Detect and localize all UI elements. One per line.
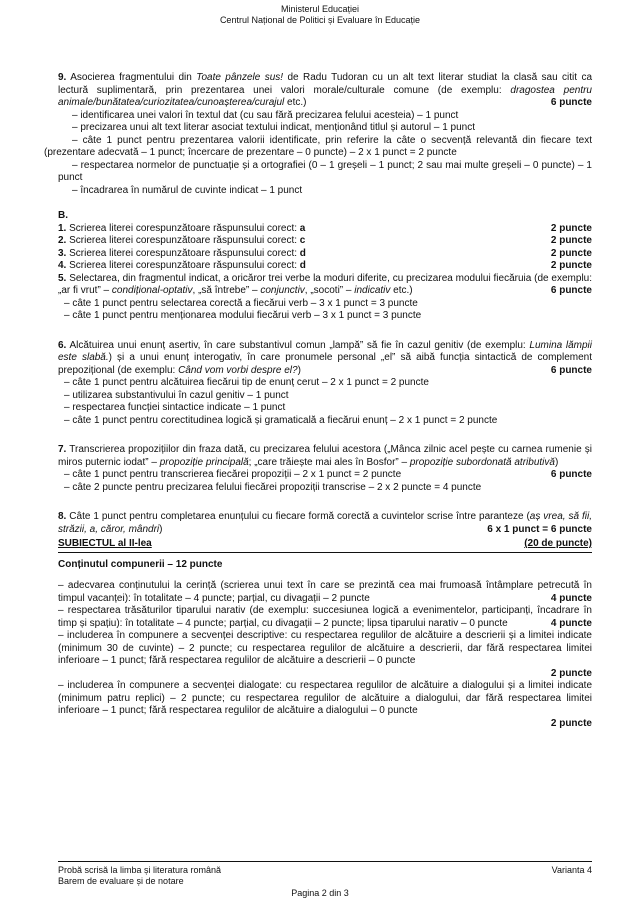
q5-text: etc.) (390, 285, 413, 296)
q9-title: Toate pânzele sus! (196, 72, 284, 83)
q7-type: propoziție subordonată atributivă (409, 456, 555, 468)
criterion-points: 4 puncte (550, 617, 592, 629)
q7-points: 6 puncte (550, 469, 592, 480)
question-5 (58, 273, 592, 323)
section-points: (20 de puncte) (524, 538, 592, 549)
q8-words: aș vrea, să fii, străzii, a, căror, mândri (58, 511, 592, 535)
q9-item: – precizarea unui alt text literar asociat textului indicat, menționând titlul și autorul – 1 punct (72, 122, 475, 133)
q5-mode: conjunctiv (260, 285, 305, 296)
q9-item (44, 135, 592, 160)
q6-points: 6 puncte (550, 364, 592, 376)
q7-text: Transcrierea propozițiilor din fraza dată, cu precizarea felului acestora („Mânca zilnic acel pește cu carnea rumenie și miros puternic iodat” – (58, 444, 592, 468)
answer-letter: c (299, 235, 306, 246)
q9-example: dragostea pentru animale/bunătatea/curiozitatea/cunoașterea/curajul (58, 84, 592, 108)
criterion-points: 4 puncte (550, 592, 592, 604)
q8-points: 6 x 1 punct = 6 puncte (487, 523, 592, 535)
footer-subtitle: Barem de evaluare și de notare (58, 876, 184, 886)
answer-number: 2. (58, 235, 67, 246)
criterion (58, 630, 592, 668)
question-9 (44, 72, 593, 197)
q9-statement (58, 72, 592, 110)
q9-text-b: de Radu Tudoran cu un alt text literar studiat la clasă sau citit ca lectură suplimentară, prin prezentarea unei valori morale/culturale comune (de exemplu: (58, 72, 593, 96)
q5-text: , „să întrebe” – (192, 285, 261, 296)
q7-number: 7. (58, 444, 67, 455)
header-ministry: Ministerul Educației (280, 4, 360, 14)
q9-item: – identificarea unei valori în textul dat (cu sau fără precizarea felului acesteia) – 1 punct (72, 109, 459, 121)
page-header (0, 4, 640, 26)
q9-text-c: etc.) (284, 97, 307, 108)
q7-text: ; „care trăiește mai ales în Bosfor” – (248, 456, 410, 468)
q9-item-text: – câte 1 punct pentru prezentarea valorii identificate, prin referire la câte o secvență relevantă din fiecare text (prezentare adecvată – 1 punct; încercare de prezentare – 0 puncte) – 2 x 1 punct = 2 puncte (44, 134, 592, 158)
page-footer (58, 861, 592, 887)
q9-item-text: – respectarea normelor de punctuație și a ortografiei (0 – 1 greșeli – 1 punct; 2 sau mai multe greșeli – 0 puncte) – 1 punct (58, 159, 592, 183)
answer-row (58, 248, 592, 261)
part-b (58, 210, 592, 273)
q5-text: , „socoti” – (304, 285, 355, 296)
criterion-text: – includerea în compunere a secvenței dialogate: cu respectarea regulilor de alcătuire a dialogului și a limitei indicate (minimum patru replici) – 2 puncte; cu respectarea regulilor de alcătuire a dialogului, dar fără respectarea limitei inferioare – 1 punct; fără respectarea regulilor de alcătuire a dialogului – 0 puncte (58, 680, 592, 716)
answer-points: 2 puncte (550, 247, 592, 259)
q8-number: 8. (58, 511, 67, 522)
q7-text: ) (554, 456, 559, 468)
section-title: SUBIECTUL al II-lea (58, 538, 152, 549)
header-center: Centrul Național de Politici și Evaluare în Educație (219, 15, 421, 25)
criterion-points: 2 puncte (550, 667, 592, 679)
q9-points: 6 puncte (550, 97, 592, 108)
criterion-text: – adecvarea conținutului la cerință (scrierea unui text în care se prezintă cea mai frumoasă întâmplare petrecută în timpul vacanței): în totalitate – 4 puncte; parțial, cu divagații – 2 puncte (58, 580, 592, 604)
q8-text: ) (159, 523, 163, 535)
q8-statement (58, 511, 592, 536)
q6-text: ) și a unui enunț interogativ, în care pronumele personal „el” să aibă funcția sintactică de complement prepozițional (de exemplu: (58, 352, 592, 376)
q9-text-a: Asocierea fragmentului din (70, 72, 197, 83)
question-6 (58, 340, 592, 428)
q9-item (58, 160, 592, 185)
answer-row (58, 235, 592, 248)
criterion-text: – includerea în compunere a secvenței descriptive: cu respectarea regulilor de alcătuire a descrierii și a limitei indicate (minimum 30 de cuvinte) – 2 puncte; cu respectarea regulilor de alcătuire a descrierii, dar fără respectarea limitei inferioare – 1 punct; fără respectarea regulilor de alcătuire a descrierii – 0 puncte (58, 630, 592, 666)
answer-points: 2 puncte (550, 222, 592, 234)
answer-number: 3. (58, 247, 67, 259)
answer-points: 2 puncte (550, 235, 592, 246)
answer-text: Scrierea literei corespunzătoare răspunsului corect: (69, 247, 300, 259)
answer-letter: d (299, 260, 306, 271)
q9-item: – încadrarea în numărul de cuvinte indicat – 1 punct (72, 184, 303, 196)
criterion-points: 2 puncte (550, 717, 592, 729)
question-7 (58, 444, 592, 494)
q7-item: – câte 1 punct pentru transcrierea fiecărei propoziții – 2 x 1 punct = 2 puncte (64, 469, 402, 480)
criterion (58, 680, 592, 718)
q6-example: Când vom vorbi despre el? (178, 364, 298, 376)
part-b-label: B. (58, 210, 68, 221)
q7-item: – câte 2 puncte pentru precizarea felului fiecărei propoziții transcrise – 2 x 2 puncte = 4 puncte (64, 481, 482, 493)
q7-type: propoziție principală (159, 456, 249, 468)
q6-item: – câte 1 punct pentru alcătuirea fiecărui tip de enunț cerut – 2 x 1 punct = 2 puncte (64, 377, 429, 388)
content-heading: Conținutul compunerii – 12 puncte (58, 558, 223, 570)
q6-number: 6. (58, 339, 67, 351)
q5-points: 6 puncte (550, 285, 592, 296)
answer-number: 4. (58, 260, 67, 271)
answer-text: Scrierea literei corespunzătoare răspunsului corect: (69, 235, 300, 246)
answer-row (58, 223, 592, 236)
q6-item: – respectarea funcției sintactice indicate – 1 punct (64, 402, 286, 413)
answer-text: Scrierea literei corespunzătoare răspunsului corect: (69, 222, 300, 234)
criteria-list (58, 580, 592, 730)
answer-number: 1. (58, 222, 67, 234)
answer-points: 2 puncte (550, 260, 592, 271)
section-header (58, 538, 592, 553)
q6-text: Alcătuirea unui enunț asertiv, în care substantivul comun „lampă” să fie în cazul genitiv (de exemplu: (69, 339, 530, 351)
q6-text: ) (297, 364, 301, 376)
q8-text: Câte 1 punct pentru completarea enunțului cu fiecare formă corectă a cuvintelor scrise între paranteze ( (69, 511, 530, 522)
q5-statement (58, 273, 592, 298)
q6-statement (58, 340, 592, 378)
footer-exam-title: Probă scrisă la limba și literatura română (58, 865, 222, 875)
q5-item: – câte 1 punct pentru menționarea modului fiecărui verb – 3 x 1 punct = 3 puncte (64, 310, 422, 321)
answer-row (58, 260, 592, 273)
q5-text: Selectarea, din fragmentul indicat, a oricăror trei verbe la moduri diferite, cu precizarea modului fiecăruia (de exemplu: „ar fi vrut” – (58, 272, 593, 296)
q6-item: – câte 1 punct pentru corectitudinea logică și gramaticală a fiecărui enunț – 2 x 1 punct = 2 puncte (64, 414, 498, 426)
q5-number: 5. (58, 272, 67, 284)
answer-letter: a (299, 222, 306, 234)
q6-example: Lumina lămpii este slabă. (58, 339, 592, 363)
footer-variant: Varianta 4 (551, 865, 592, 875)
q6-item: – utilizarea substantivului în cazul genitiv – 1 punct (64, 389, 289, 401)
page-number: Pagina 2 din 3 (291, 888, 349, 898)
q5-mode: condițional-optativ (111, 285, 193, 296)
question-8 (58, 511, 592, 536)
q5-mode: indicativ (354, 285, 391, 296)
q5-item: – câte 1 punct pentru selectarea corectă a fiecărui verb – 3 x 1 punct = 3 puncte (64, 297, 418, 309)
criterion-text: – respectarea trăsăturilor tiparului narativ (de exemplu: succesiunea logică a evenimentelor, participanți, încadrare în timp și spațiu): în totalitate – 4 puncte; parțial, cu divagații – 2 puncte; lipsa tiparului narativ – 0 puncte (58, 605, 592, 629)
q9-number: 9. (58, 72, 67, 83)
answer-letter: d (299, 247, 306, 259)
answer-text: Scrierea literei corespunzătoare răspunsului corect: (69, 260, 300, 271)
document-body (44, 72, 593, 730)
